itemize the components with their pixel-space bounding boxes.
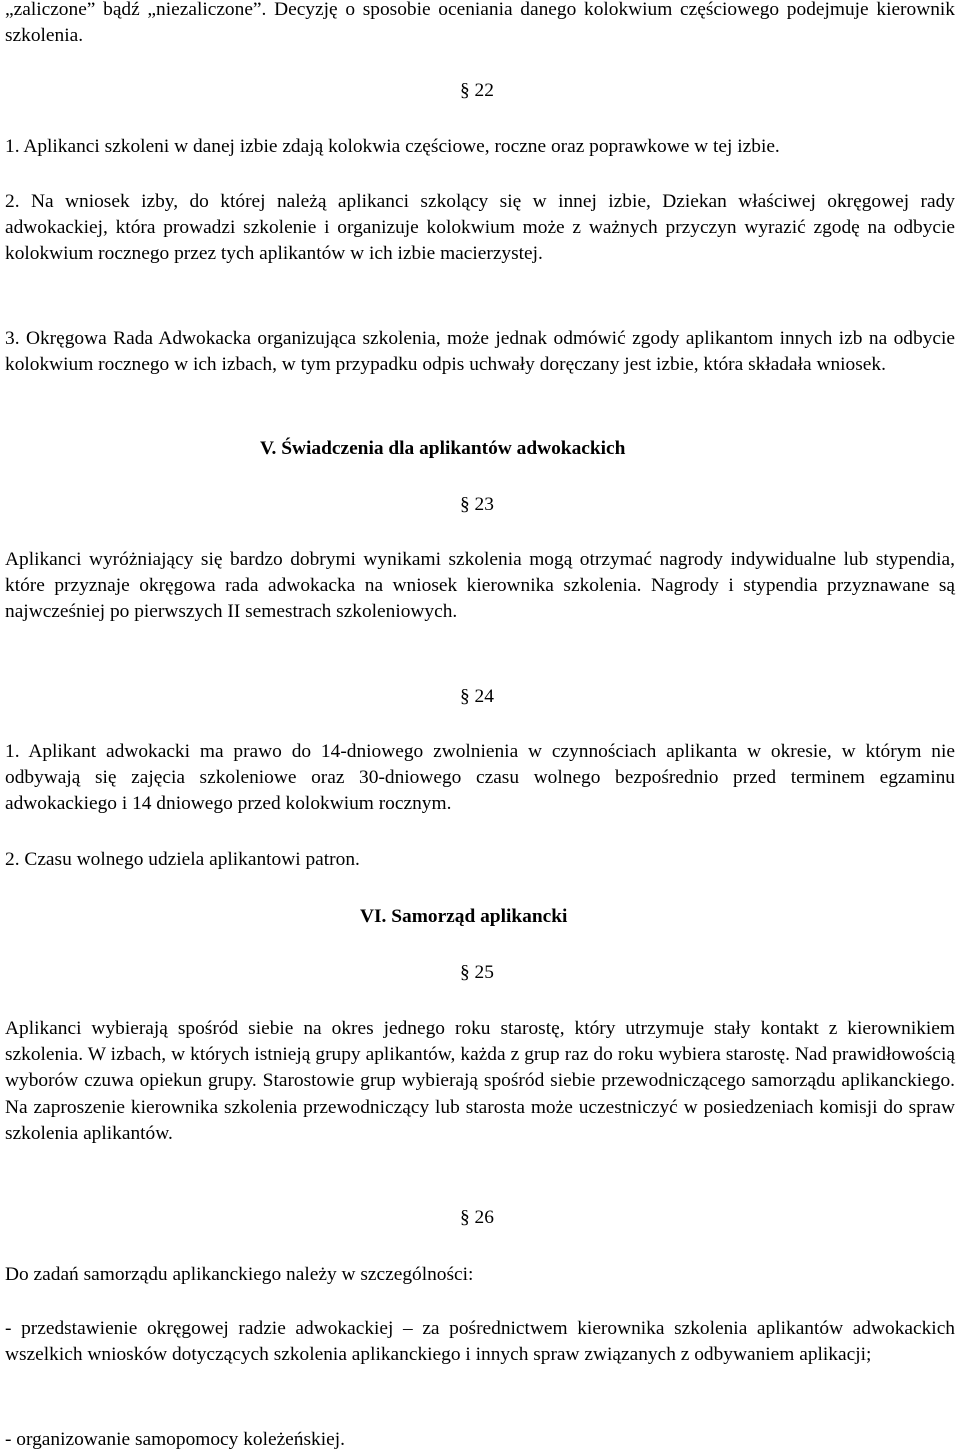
section-23-number: § 23 [460,494,494,515]
section-25-number: § 25 [460,962,494,983]
section-22-point-1: 1. Aplikanci szkoleni w danej izbie zdają kolokwia częściowe, roczne oraz poprawkowe w tej izbie. [5,136,780,157]
section-26-intro: Do zadań samorządu aplikanckiego należy w szczególności: [5,1264,474,1285]
section-24-point-2: 2. Czasu wolnego udziela aplikantowi patron. [5,849,360,870]
intro-paragraph: „zaliczone” bądź „niezaliczone”. Decyzję o sposobie oceniania danego kolokwium częściowego podejmuje kierownik szkolenia. [5,0,955,47]
section-26-item-1: - przedstawienie okręgowej radzie adwokackiej – za pośrednictwem kierownika szkolenia aplikantów adwokackich wszelkich wniosków dotyczących szkolenia aplikanckiego i innych spraw związanych z odbywaniem aplikacji; [5,1318,955,1366]
chapter-6-heading: VI. Samorząd aplikancki [360,906,568,927]
chapter-5-heading: V. Świadczenia dla aplikantów adwokackich [260,438,626,459]
section-23-paragraph: Aplikanci wyróżniający się bardzo dobrymi wynikami szkolenia mogą otrzymać nagrody indywidualne lub stypendia, które przyznaje okręgowa rada adwokacka na wniosek kierownika szkolenia. Nagrody i stypendia przyznawane są najwcześniej po pierwszych II semestrach szkoleniowych. [5,549,955,623]
section-24-number: § 24 [460,686,494,707]
section-24-point-1: 1. Aplikant adwokacki ma prawo do 14-dniowego zwolnienia w czynnościach aplikanta w okresie, w którym nie odbywają się zajęcia szkoleniowe oraz 30-dniowego czasu wolnego bezpośrednio przed terminem egzaminu adwokackiego i 14 dniowego przed kolokwium rocznym. [5,741,955,815]
section-22-number: § 22 [460,80,494,101]
section-22-point-2: 2. Na wniosek izby, do której należą aplikanci szkolący się w innej izbie, Dziekan właściwej okręgowej rady adwokackiej, która prowadzi szkolenie i organizuje kolokwium może z ważnych przyczyn wyrazić zgodę na odbycie kolokwium rocznego przez tych aplikantów w ich izbie macierzystej. [5,191,955,265]
section-25-paragraph: Aplikanci wybierają spośród siebie na okres jednego roku starostę, który utrzymuje stały kontakt z kierownikiem szkolenia. W izbach, w których istnieją grupy aplikantów, każda z grup raz do roku wybiera starostę. Nad prawidłowością wyborów czuwa opiekun grupy. Starostowie grup wybierają spośród siebie przewodniczącego samorządu aplikanckiego. Na zaproszenie kierownika szkolenia przewodniczący lub starosta może uczestniczyć w posiedzeniach komisji do spraw szkolenia aplikantów. [5,1018,955,1144]
section-22-point-3: 3. Okręgowa Rada Adwokacka organizująca szkolenia, może jednak odmówić zgody aplikantom innych izb na odbycie kolokwium rocznego w ich izbach, w tym przypadku odpis uchwały doręczany jest izbie, która składała wniosek. [5,328,955,376]
section-26-number: § 26 [460,1207,494,1228]
section-26-item-2: - organizowanie samopomocy koleżeńskiej. [5,1429,345,1450]
